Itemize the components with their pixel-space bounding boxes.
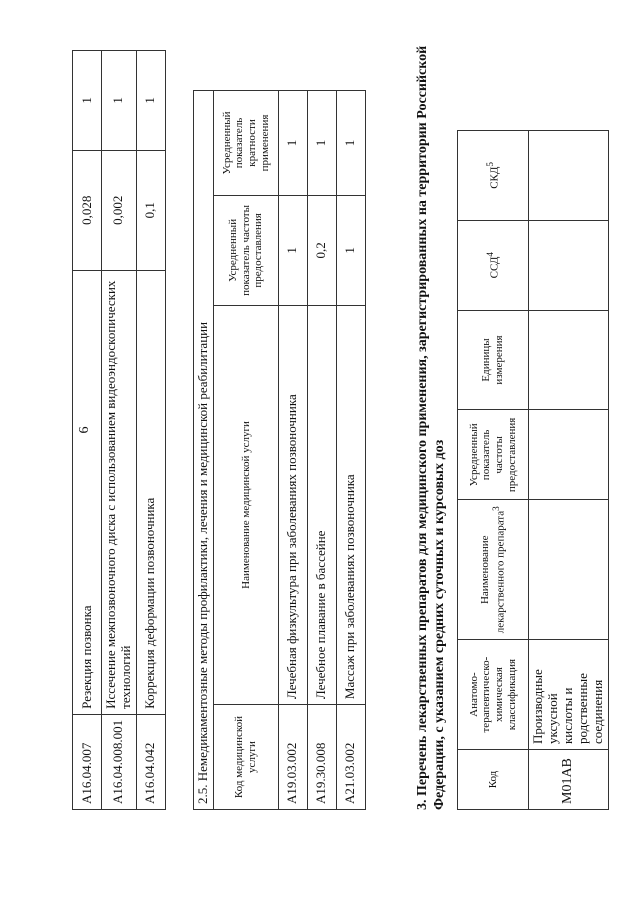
table-row (102, 51, 137, 810)
multiplicity-value: 1 (307, 91, 336, 196)
nonmedication-methods-table (193, 90, 366, 810)
service-name: Лечебное плавание в бассейне (307, 305, 336, 704)
medications-table (457, 130, 609, 810)
header-drug-label: Наименование лекарственного препарата (478, 510, 507, 634)
service-code: A16.04.008.001 (102, 714, 137, 809)
table-row (278, 91, 307, 810)
multiplicity-value: 1 (336, 91, 365, 196)
header-ssd (458, 220, 529, 310)
table-row (307, 91, 336, 810)
service-code: A16.04.007 (73, 714, 102, 809)
header-ssd-label: ССД (488, 256, 501, 279)
footnote-mark: 4 (484, 252, 495, 257)
frequency-value (529, 410, 609, 500)
service-name: Массаж при заболеваниях позвоночника (336, 305, 365, 704)
table-row (336, 91, 365, 810)
header-code: Код медицинской услуги (213, 705, 278, 810)
header-skd-label: СКД (488, 166, 501, 189)
multiplicity-value: 1 (73, 51, 102, 151)
service-name: Резекция позвонка (73, 270, 102, 714)
header-atc: Анатомо-терапевтическо-химическая классификация (458, 640, 529, 750)
section-title-row (194, 91, 214, 810)
header-row (213, 91, 278, 810)
header-name: Наименование медицинской услуги (213, 305, 278, 704)
footnote-mark: 3 (491, 506, 502, 511)
service-code: A21.03.002 (336, 705, 365, 810)
header-multiplicity: Усредненный показатель кратности применения (213, 91, 278, 196)
header-code: Код (458, 750, 529, 810)
service-code: A19.03.002 (278, 705, 307, 810)
section-2-5-title: 2.5. Немедикаментозные методы профилактики, лечения и медицинской реабилитации (194, 91, 214, 810)
footnote-mark: 5 (484, 162, 495, 167)
header-drug (458, 500, 529, 640)
page-number: 6 (77, 426, 92, 434)
services-table-continued (72, 50, 166, 810)
section-3-title: 3. Перечень лекарственных препаратов для медицинского применения, зарегистрированных на территории Российской Федерации, с указанием средних суточных и курсовых доз (415, 45, 447, 810)
skd-value (529, 131, 609, 221)
unit-value (529, 310, 609, 410)
atc-name: Производные уксусной кислоты и родственные соединения (529, 640, 609, 750)
frequency-value: 0,1 (136, 150, 165, 270)
table-row (529, 131, 609, 810)
frequency-value: 0,2 (307, 195, 336, 305)
table-row (73, 51, 102, 810)
multiplicity-value: 1 (278, 91, 307, 196)
multiplicity-value: 1 (136, 51, 165, 151)
frequency-value: 1 (278, 195, 307, 305)
multiplicity-value: 1 (102, 51, 137, 151)
frequency-value: 0,028 (73, 150, 102, 270)
service-name: Коррекция деформации позвоночника (136, 270, 165, 714)
service-code: A16.04.042 (136, 714, 165, 809)
drug-name (529, 500, 609, 640)
header-unit: Единицы измерения (458, 310, 529, 410)
ssd-value (529, 220, 609, 310)
frequency-value: 0,002 (102, 150, 137, 270)
service-name: Иссечение межпозвоночного диска с использованием видеоэндоскопических технологий (102, 270, 137, 714)
header-row (458, 131, 529, 810)
frequency-value: 1 (336, 195, 365, 305)
service-name: Лечебная физкультура при заболеваниях позвоночника (278, 305, 307, 704)
service-code: A19.30.008 (307, 705, 336, 810)
header-frequency: Усредненный показатель частоты предоставления (213, 195, 278, 305)
header-frequency: Усредненный показатель частоты предоставления (458, 410, 529, 500)
table-row (136, 51, 165, 810)
drug-code: M01AB (529, 750, 609, 810)
header-skd (458, 131, 529, 221)
